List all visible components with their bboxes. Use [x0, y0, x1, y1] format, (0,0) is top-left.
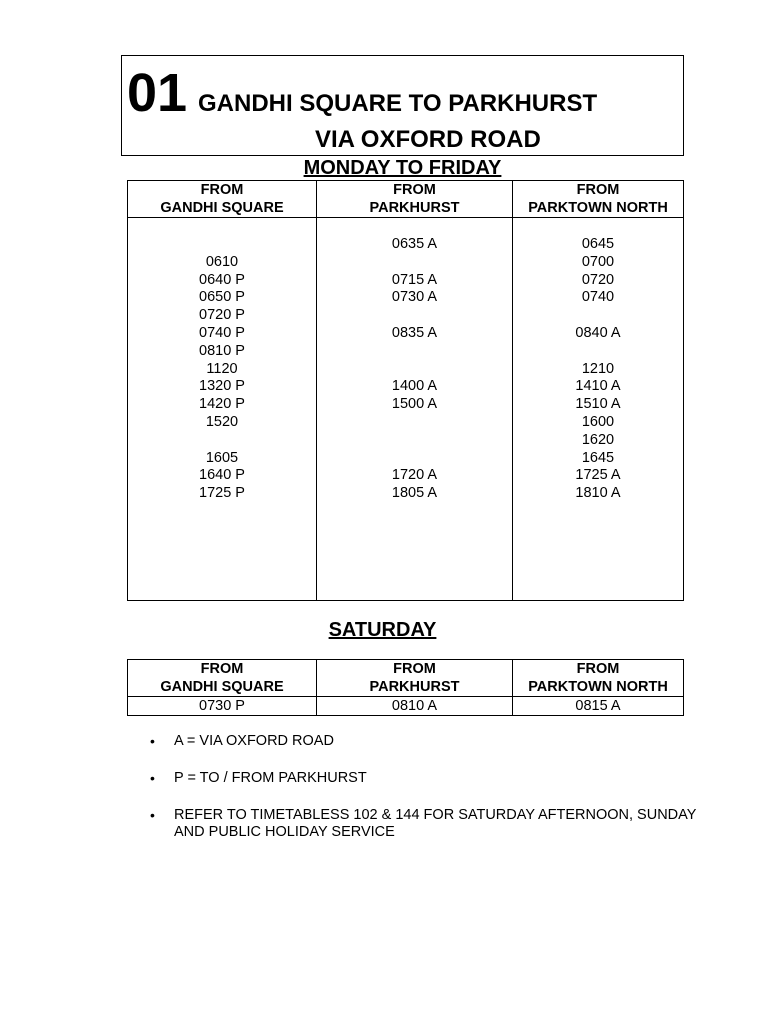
- departure-time: [513, 307, 683, 325]
- column-header: [128, 181, 316, 218]
- departure-time: [317, 432, 512, 450]
- time-list: [513, 218, 683, 503]
- departure-time: [128, 432, 316, 450]
- note-text: REFER TO TIMETABLESS 102 & 144 FOR SATURDAY AFTERNOON, SUNDAY AND PUBLIC HOLIDAY SERVICE: [174, 806, 697, 841]
- time-list: [317, 218, 512, 503]
- column-header-line1: FROM: [200, 182, 244, 198]
- departure-time: 0650 P: [199, 289, 245, 306]
- weekday-column-parkhurst: [316, 181, 512, 600]
- column-header: [513, 181, 683, 218]
- departure-time: 1120: [206, 360, 238, 377]
- departure-time: 1420 P: [199, 396, 245, 413]
- column-header-line2: GANDHI SQUARE: [160, 199, 284, 216]
- departure-time: 0740 P: [199, 324, 245, 341]
- departure-time: 1810 A: [575, 485, 621, 502]
- column-header-line2: GANDHI SQUARE: [160, 678, 284, 695]
- weekday-timetable: [127, 180, 684, 601]
- departure-time: 0835 A: [391, 324, 438, 341]
- departure-time: 1510 A: [575, 396, 621, 413]
- note-item: [150, 733, 710, 751]
- notes-list: [150, 733, 710, 861]
- column-header-line1: FROM: [576, 182, 620, 198]
- departure-time: 1520: [205, 413, 239, 430]
- departure-time: 1725 A: [575, 467, 621, 484]
- column-header-line2: PARKTOWN NORTH: [528, 678, 668, 695]
- weekday-column-gandhi-square: [128, 181, 316, 600]
- departure-time: 0740: [581, 289, 615, 306]
- column-header-line1: FROM: [576, 661, 620, 677]
- saturday-column-parktown-north: [512, 660, 683, 715]
- time-list: [128, 218, 316, 503]
- route-title-box: [121, 55, 684, 156]
- departure-time: 1640 P: [199, 467, 245, 484]
- saturday-column-gandhi-square: [128, 660, 316, 715]
- departure-time: 1805 A: [391, 485, 438, 502]
- column-header-line2: PARKTOWN NORTH: [528, 199, 668, 216]
- departure-time: 0635 A: [391, 236, 438, 252]
- departure-time: 0840 A: [575, 324, 621, 341]
- departure-time: 1320 P: [199, 378, 245, 395]
- weekday-heading: MONDAY TO FRIDAY: [303, 157, 502, 179]
- departure-time: 0730 P: [199, 698, 245, 714]
- departure-time: 1400 A: [391, 378, 438, 395]
- note-item: [150, 807, 710, 843]
- departure-time: [317, 307, 512, 325]
- column-header-line1: FROM: [393, 661, 436, 677]
- departure-time: 0810 A: [391, 698, 438, 714]
- column-header-line2: PARKHURST: [369, 678, 460, 695]
- departure-time: 0810 P: [199, 342, 245, 359]
- departure-time: 0720 P: [199, 307, 245, 324]
- departure-time: 1500 A: [391, 396, 438, 413]
- departure-time: 1600: [581, 413, 615, 430]
- departure-time: 0640 P: [199, 271, 245, 288]
- column-header: [317, 181, 512, 218]
- departure-time: 1720 A: [391, 467, 438, 484]
- departure-time: [317, 414, 512, 432]
- departure-time: 1605: [205, 449, 239, 466]
- bullet-icon: •: [150, 769, 155, 786]
- saturday-column-parkhurst: [316, 660, 512, 715]
- departure-time: 0730 A: [391, 289, 438, 306]
- column-header-line1: FROM: [393, 182, 436, 198]
- column-header: [128, 660, 316, 697]
- departure-time: 1210: [581, 360, 615, 377]
- departure-time: 1410 A: [575, 378, 621, 395]
- departure-time: [128, 236, 316, 254]
- note-item: [150, 770, 710, 788]
- saturday-heading: SATURDAY: [328, 619, 437, 641]
- departure-time: 0610: [205, 253, 239, 270]
- departure-time: 1645: [581, 449, 615, 466]
- departure-time: [317, 450, 512, 468]
- column-header-line1: FROM: [200, 661, 244, 677]
- departure-time: [317, 254, 512, 272]
- departure-time: [317, 343, 512, 361]
- route-title: GANDHI SQUARE TO PARKHURST: [198, 90, 598, 117]
- departure-time: 0645: [581, 236, 615, 252]
- departure-time: [513, 343, 683, 361]
- departure-time: 1620: [581, 431, 615, 448]
- column-header: [317, 660, 512, 697]
- note-text: P = TO / FROM PARKHURST: [174, 769, 367, 786]
- note-text: A = VIA OXFORD ROAD: [174, 733, 334, 749]
- departure-time: [317, 361, 512, 379]
- route-number: 01: [127, 63, 188, 123]
- bullet-icon: •: [150, 806, 155, 823]
- column-header-line2: PARKHURST: [369, 199, 460, 216]
- departure-time: 0720: [581, 271, 615, 288]
- departure-time: 0700: [581, 253, 615, 270]
- bullet-icon: •: [150, 733, 155, 749]
- departure-time: 0715 A: [391, 271, 438, 288]
- column-header: [513, 660, 683, 697]
- departure-time: 0815 A: [575, 698, 621, 714]
- route-subtitle: VIA OXFORD ROAD: [315, 126, 541, 153]
- departure-time: 1725 P: [199, 485, 245, 502]
- saturday-timetable: [127, 659, 684, 716]
- weekday-column-parktown-north: [512, 181, 683, 600]
